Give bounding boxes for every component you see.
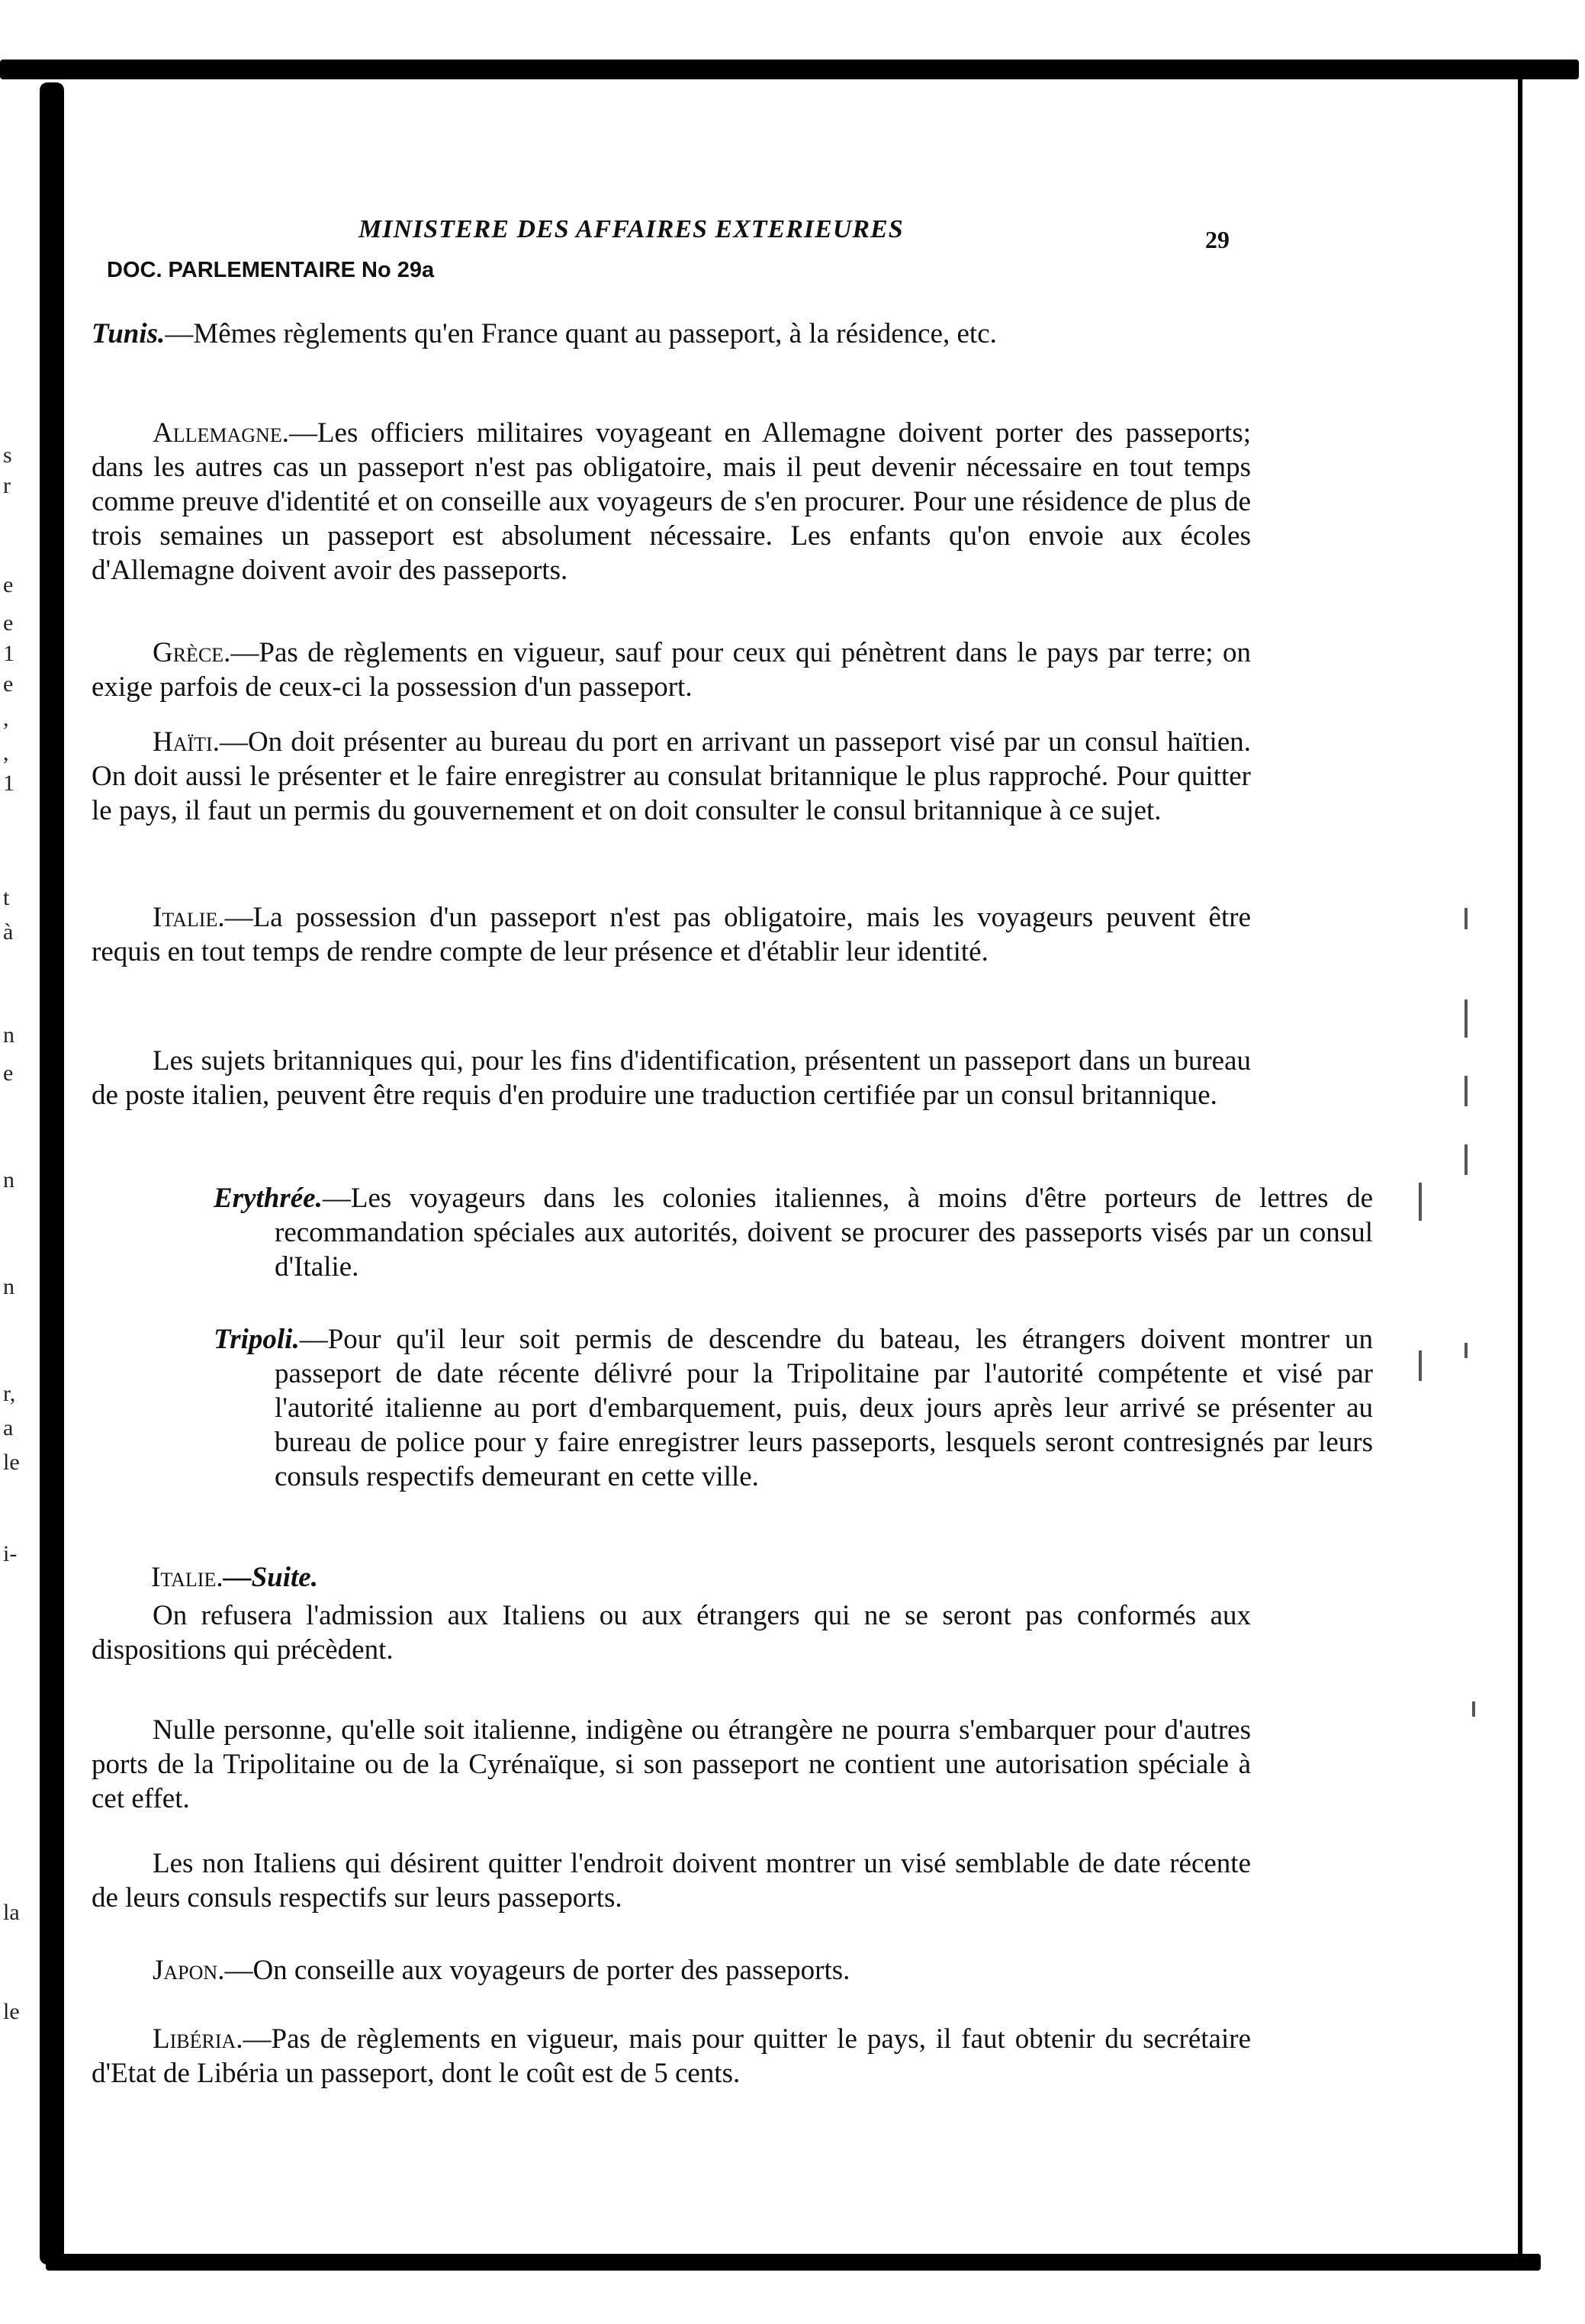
paragraph-nulle-personne [92, 1713, 1251, 1816]
margin-fragment: 1 [3, 771, 14, 796]
scan-border-top [0, 60, 1579, 79]
margin-fragment: e [3, 610, 14, 636]
paragraph-grece [92, 636, 1251, 704]
margin-fragment: e [3, 572, 14, 597]
entry-text-grece: —Pas de règlements en vigueur, sauf pour ceux qui pénètrent dans le pays par terre; on exige parfois de ceux-ci la possession d'un passeport. [92, 637, 1251, 703]
entry-text-refusera: On refusera l'admission aux Italiens ou aux étrangers qui ne se seront pas conformés aux dispositions qui précèdent. [92, 1600, 1251, 1666]
paragraph-italie [92, 900, 1251, 969]
margin-fragment: le [3, 1999, 20, 2024]
entry-label-grece: Grèce. [153, 637, 231, 668]
margin-fragment: t [3, 885, 10, 910]
heading-italie-suite [151, 1560, 1310, 1595]
scan-border-left [40, 82, 64, 2264]
margin-fragment: à [3, 919, 14, 945]
margin-fragment: r [3, 473, 11, 498]
speckle [1472, 1701, 1475, 1717]
margin-fragment: n [3, 1274, 14, 1299]
paragraph-tunis [92, 317, 1312, 351]
paragraph-japon [92, 1953, 1251, 1988]
page-number: 29 [1205, 226, 1230, 253]
margin-fragment: n [3, 1167, 14, 1193]
entry-text-non-italiens: Les non Italiens qui désirent quitter l'endroit doivent montrer un visé semblable de date récente de leurs consuls respectifs sur leurs passeports. [92, 1848, 1251, 1914]
entry-label-tripoli: Tripoli. [214, 1324, 300, 1355]
running-title: MINISTERE DES AFFAIRES EXTERIEURES [358, 215, 904, 243]
speckle [1464, 1144, 1468, 1175]
entry-label-italie-suite: Italie. [151, 1562, 223, 1593]
margin-fragment: 1 [3, 641, 14, 666]
speckle [1464, 1343, 1468, 1358]
scan-border-bottom [46, 2254, 1541, 2271]
paragraph-refusera [92, 1598, 1251, 1667]
entry-label-italie: Italie. [153, 902, 225, 933]
document-reference: DOC. PARLEMENTAIRE No 29a [107, 258, 435, 282]
entry-text-allemagne: —Les officiers militaires voyageant en Allemagne doivent porter des passeports; dans les autres cas un passeport n'est pas obligatoire, mais il peut devenir nécessaire en tout temps comme preuve d'identité et on conseille aux voyageurs de s'en procurer. Pour une résidence de plus de trois semaines un passeport est absolument nécessaire. Les enfants qu'on envoie aux écoles d'Allemagne doivent avoir des passeports. [92, 417, 1251, 586]
margin-fragment: i- [3, 1541, 18, 1566]
paragraph-tripoli [153, 1322, 1373, 1494]
margin-fragment: a [3, 1415, 14, 1440]
margin-fragment: e [3, 1061, 14, 1086]
paragraph-allemagne [92, 416, 1251, 587]
margin-fragment: le [3, 1450, 20, 1475]
entry-label-liberia: Libéria. [153, 2023, 243, 2055]
entry-text-tunis: —Mêmes règlements qu'en France quant au passeport, à la résidence, etc. [165, 318, 997, 349]
paragraph-erythree [153, 1181, 1373, 1284]
entry-label-allemagne: Allemagne. [153, 417, 289, 449]
entry-text-japon: —On conseille aux voyageurs de porter des passeports. [224, 1955, 850, 1986]
entry-label-japon: Japon. [153, 1955, 225, 1986]
speckle [1464, 908, 1468, 929]
margin-fragment: la [3, 1900, 20, 1925]
left-margin-fragments [0, 84, 31, 2251]
speckle [1419, 1350, 1422, 1381]
paragraph-liberia [92, 2022, 1251, 2091]
entry-text-italie-suite: —Suite. [223, 1562, 318, 1593]
paragraph-haiti [92, 725, 1251, 828]
entry-text-italie: —La possession d'un passeport n'est pas obligatoire, mais les voyageurs peuvent être requis en tout temps de rendre compte de leur présence et d'établir leur identité. [92, 902, 1251, 967]
speckle [1464, 999, 1468, 1038]
entry-text-tripoli: —Pour qu'il leur soit permis de descendre du bateau, les étrangers doivent montrer un passeport de date récente délivré pour la Tripolitaine par l'autorité compétente et visé par l'autorité italienne au port d'embarquement, puis, deux jours après leur arrivé se présenter au bureau de police pour y faire enregistrer leurs passeports, lesquels seront contresignés par leurs consuls respectifs demeurant en cette ville. [275, 1324, 1373, 1492]
entry-label-haiti: Haïti. [153, 726, 220, 758]
margin-fragment: , [3, 706, 9, 731]
right-margin-speckles [1373, 137, 1495, 2197]
margin-fragment: s [3, 443, 12, 468]
entry-text-nulle: Nulle personne, qu'elle soit italienne, indigène ou étrangère ne pourra s'embarquer pour d'autres ports de la Tripolitaine ou de la Cyrénaïque, si son passeport ne contient une autorisation spéciale à cet effet. [92, 1714, 1251, 1814]
entry-label-erythree: Erythrée. [214, 1183, 323, 1214]
paragraph-non-italiens [92, 1846, 1251, 1915]
entry-text-liberia: —Pas de règlements en vigueur, mais pour quitter le pays, il faut obtenir du secrétaire d'Etat de Libéria un passeport, dont le coût est de 5 cents. [92, 2023, 1251, 2089]
margin-fragment: n [3, 1022, 14, 1048]
speckle [1419, 1183, 1422, 1221]
entry-text-sujets: Les sujets britanniques qui, pour les fins d'identification, présentent un passeport dans un bureau de poste italien, peuvent être requis d'en produire une traduction certifiée par un consul britannique. [92, 1045, 1251, 1111]
margin-fragment: , [3, 740, 9, 765]
entry-text-erythree: —Les voyageurs dans les colonies italiennes, à moins d'être porteurs de lettres de recommandation spéciales aux autorités, doivent se procurer des passeports visés par un consul d'Italie. [275, 1183, 1373, 1283]
paragraph-sujets-britanniques [92, 1044, 1251, 1112]
speckle [1464, 1076, 1468, 1106]
margin-fragment: e [3, 671, 14, 697]
margin-fragment: r, [3, 1381, 16, 1406]
scan-border-right [1518, 73, 1522, 2255]
entry-text-haiti: —On doit présenter au bureau du port en arrivant un passeport visé par un consul haïtien. On doit aussi le présenter et le faire enregistrer au consulat britannique le plus rapproché. Pour quitter le pays, il faut un permis du gouvernement et on doit consulter le consul britannique à ce sujet. [92, 726, 1251, 826]
entry-label-tunis: Tunis. [92, 318, 166, 349]
